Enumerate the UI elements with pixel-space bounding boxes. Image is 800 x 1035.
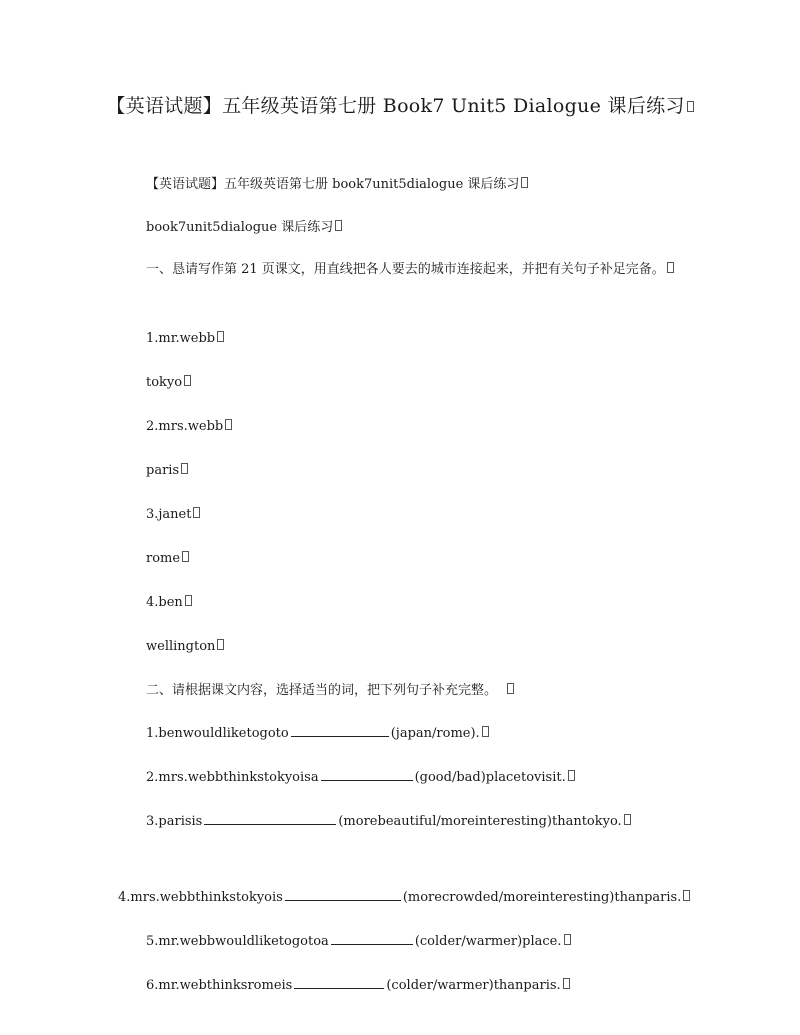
- line-break-icon: [563, 978, 570, 989]
- section1-instruction-text: 一、恳请写作第 21 页课文，用直线把各人要去的城市连接起来，并把有关句子补足完备。: [146, 262, 665, 277]
- line-break-icon: [335, 220, 342, 231]
- line-break-icon: [624, 814, 631, 825]
- city-name: rome: [146, 551, 181, 566]
- answer-blank[interactable]: [331, 932, 413, 945]
- person-name: 4.ben: [146, 595, 183, 610]
- line-break-icon: [482, 726, 489, 737]
- sentence-options: (good/bad)placetovisit.: [414, 770, 566, 785]
- city-name: paris: [146, 463, 180, 478]
- line-break-icon: [507, 683, 514, 694]
- subtitle: [146, 176, 528, 193]
- sentence-item: [146, 976, 570, 994]
- person-name: 3.janet: [146, 507, 192, 522]
- line-break-icon: [564, 934, 571, 945]
- sentence-options: (colder/warmer)thanparis.: [386, 978, 561, 993]
- line-break-icon: [217, 639, 224, 650]
- section-heading: [146, 219, 342, 236]
- list-item: [146, 418, 232, 435]
- line-break-icon: [181, 463, 188, 474]
- sentence-item: [146, 768, 575, 786]
- line-break-icon: [667, 262, 674, 273]
- sentence-start: 1.benwouldliketogoto: [146, 726, 289, 741]
- list-item: [146, 550, 189, 567]
- line-break-icon: [521, 177, 528, 188]
- answer-blank[interactable]: [321, 768, 413, 781]
- city-name: tokyo: [146, 375, 183, 390]
- answer-blank[interactable]: [291, 724, 389, 737]
- sentence-options: (morebeautiful/moreinteresting)thantokyo.: [338, 814, 622, 829]
- answer-blank[interactable]: [294, 976, 384, 989]
- line-break-icon: [568, 770, 575, 781]
- line-break-icon: [182, 551, 189, 562]
- section-heading-text: book7unit5dialogue 课后练习: [146, 220, 334, 235]
- document-title: [100, 92, 700, 120]
- list-item: [146, 506, 200, 523]
- sentence-options: (colder/warmer)place.: [414, 934, 562, 949]
- sentence-start: 5.mr.webbwouldliketogotoa: [146, 934, 329, 949]
- subtitle-text: 【英语试题】五年级英语第七册 book7unit5dialogue 课后练习: [146, 177, 520, 192]
- line-break-icon: [193, 507, 200, 518]
- sentence-item: [146, 932, 571, 950]
- person-name: 1.mr.webb: [146, 331, 216, 346]
- sentence-item: [118, 888, 690, 906]
- line-break-icon: [683, 890, 690, 901]
- answer-blank[interactable]: [204, 812, 336, 825]
- list-item: [146, 638, 224, 655]
- line-break-icon: [184, 375, 191, 386]
- sentence-start: 6.mr.webthinksromeis: [146, 978, 293, 993]
- line-break-icon: [687, 101, 694, 112]
- sentence-options: (morecrowded/moreinteresting)thanparis.: [402, 890, 682, 905]
- list-item: [146, 330, 224, 347]
- list-item: [146, 462, 188, 479]
- section2-instruction-text: 二、请根据课文内容，选择适当的词，把下列句子补充完整。: [146, 683, 498, 698]
- line-break-icon: [217, 331, 224, 342]
- line-break-icon: [185, 595, 192, 606]
- section2-instruction: [146, 682, 514, 699]
- document-title-text: 【英语试题】五年级英语第七册 Book7 Unit5 Dialogue 课后练习: [106, 95, 685, 117]
- list-item: [146, 594, 192, 611]
- answer-blank[interactable]: [285, 888, 401, 901]
- list-item: [146, 374, 191, 391]
- sentence-start: 4.mrs.webbthinkstokyois: [118, 890, 283, 905]
- sentence-item: [146, 724, 489, 742]
- person-name: 2.mrs.webb: [146, 419, 224, 434]
- city-name: wellington: [146, 639, 216, 654]
- sentence-options: (japan/rome).: [390, 726, 480, 741]
- sentence-start: 3.parisis: [146, 814, 203, 829]
- section1-instruction: [118, 256, 678, 283]
- sentence-item: [146, 812, 631, 830]
- sentence-start: 2.mrs.webbthinkstokyoisa: [146, 770, 319, 785]
- line-break-icon: [225, 419, 232, 430]
